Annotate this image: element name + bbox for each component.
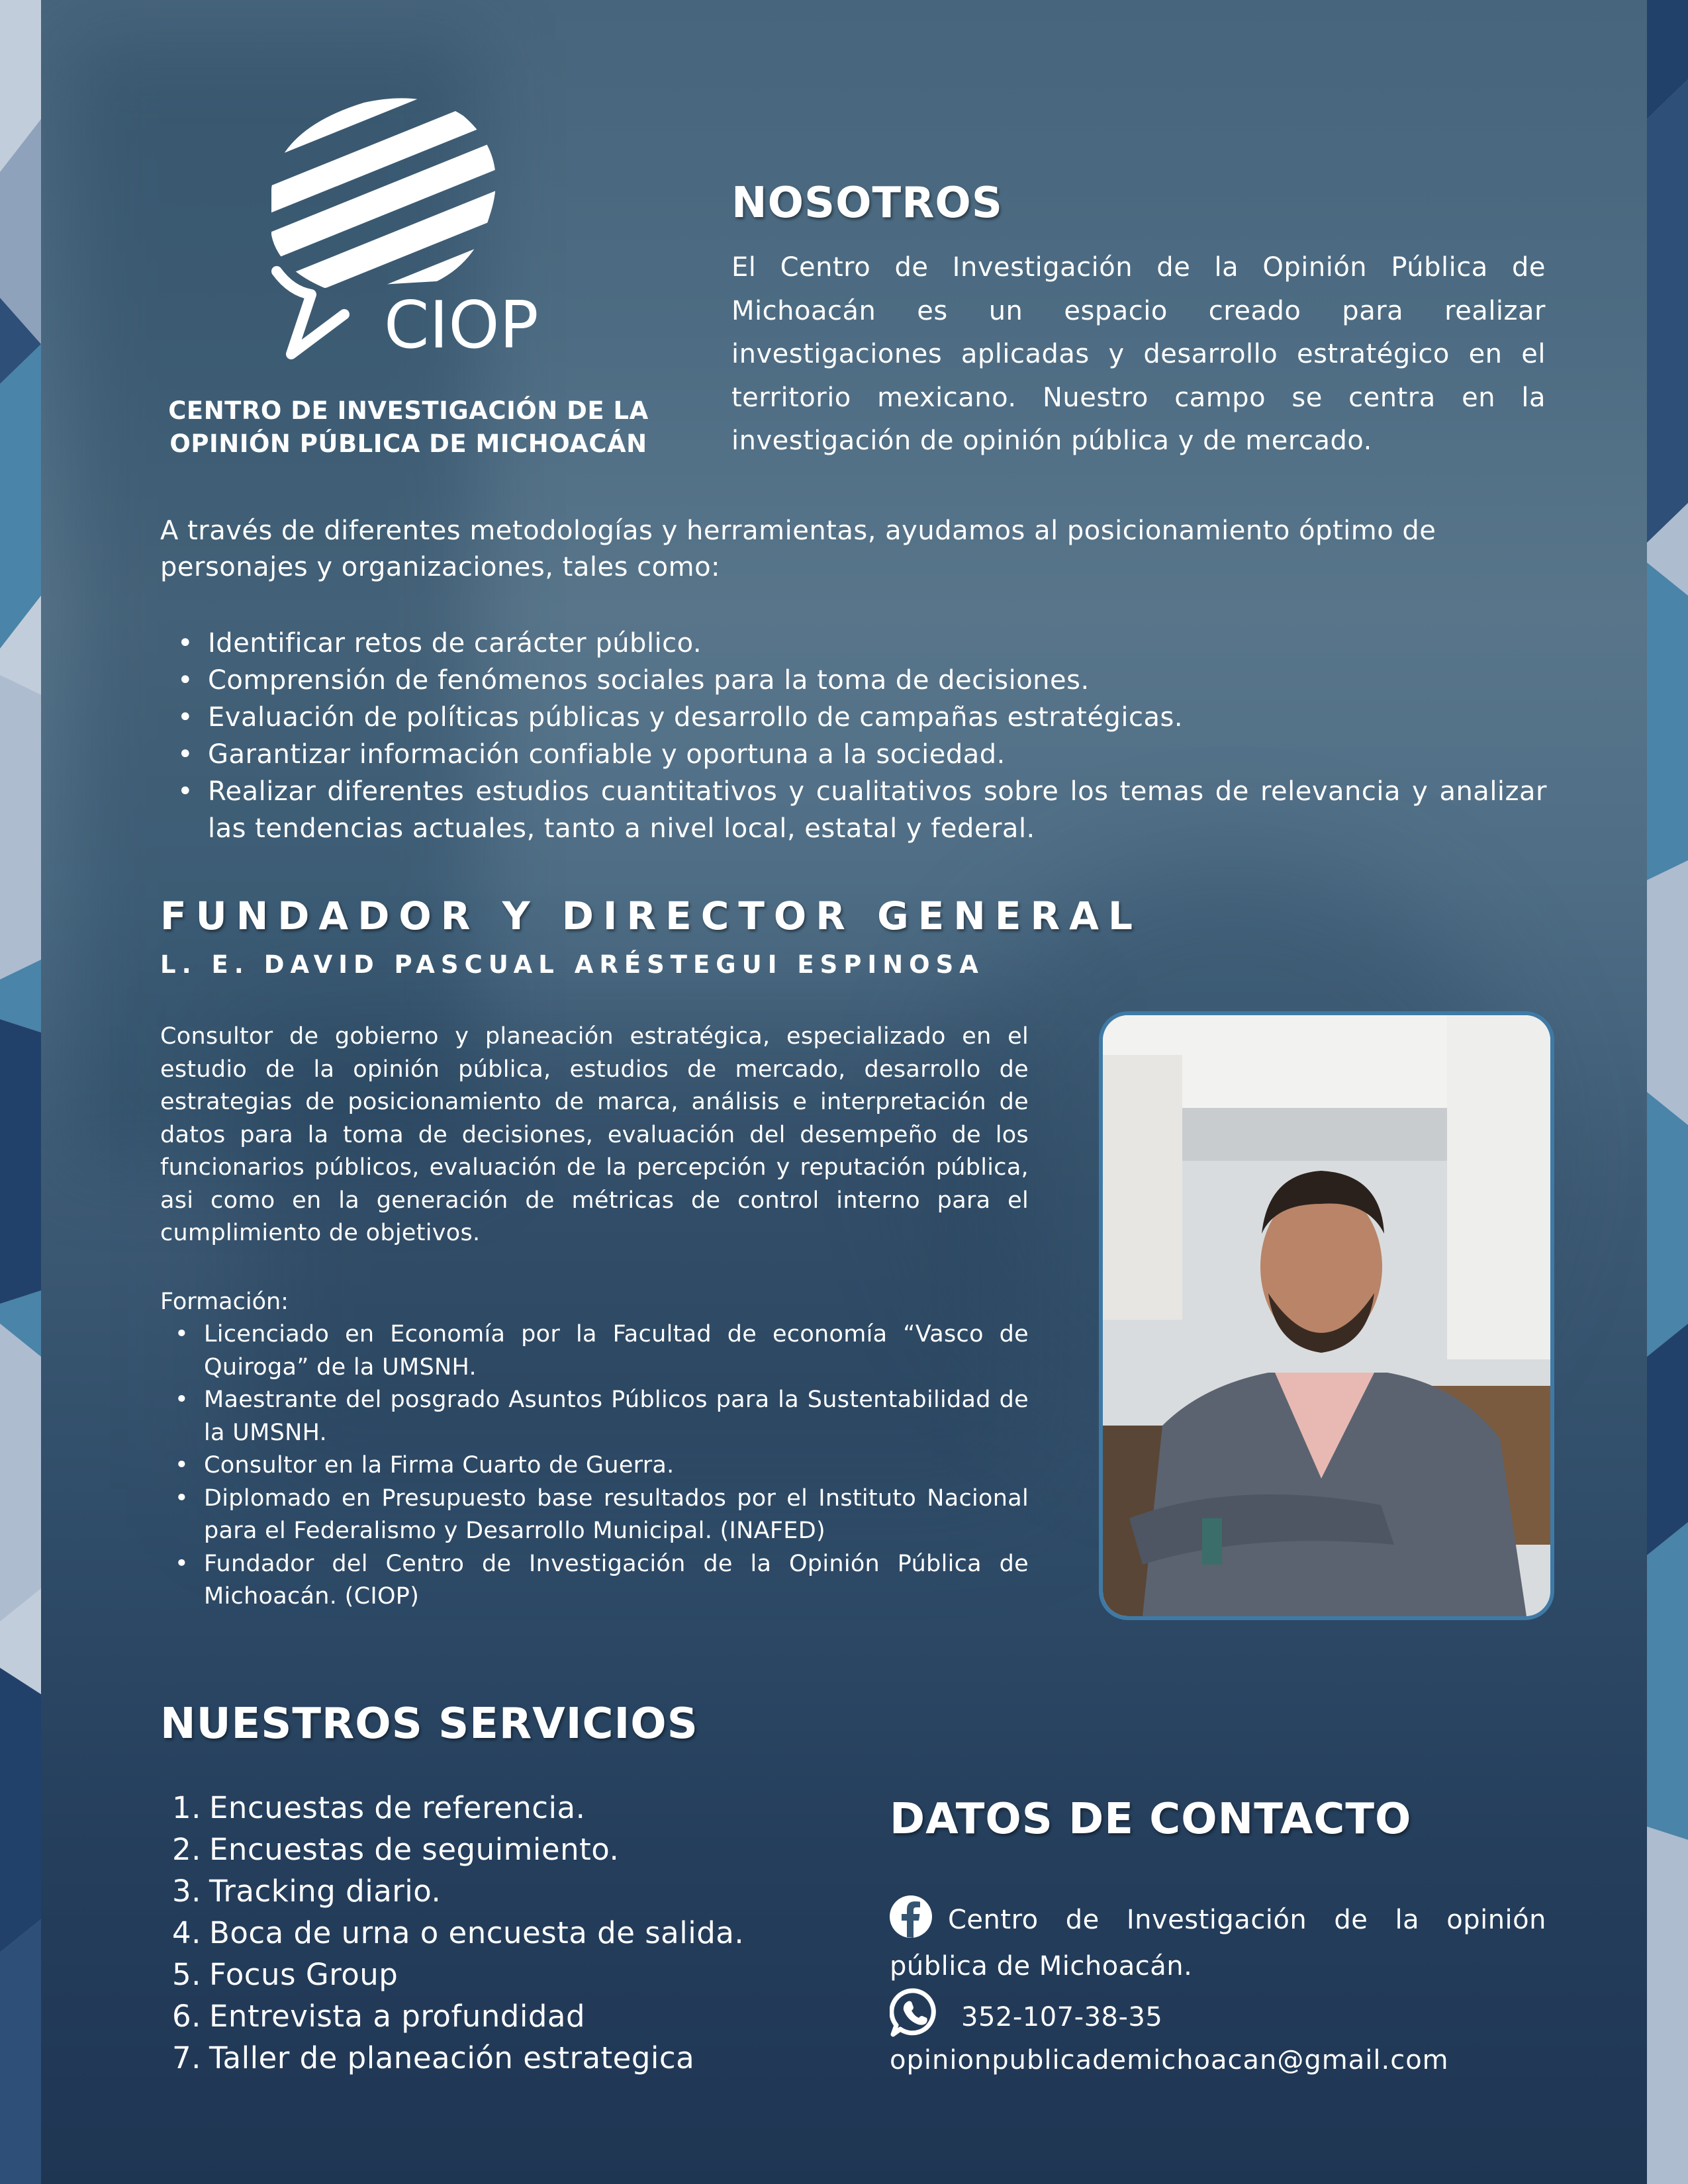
list-item: • Comprensión de fenómenos sociales para la toma de decisiones.	[160, 662, 1547, 699]
founder-portrait-image	[1103, 1015, 1550, 1616]
list-number: 3.	[172, 1874, 201, 1909]
organization-name-line: CENTRO DE INVESTIGACIÓN DE LA	[168, 396, 649, 425]
list-number: 4.	[172, 1915, 201, 1950]
svg-text:CIOP: CIOP	[384, 288, 539, 363]
service-label: Entrevista a profundidad	[209, 1999, 586, 2034]
service-label: Focus Group	[209, 1957, 399, 1992]
list-number: 6.	[172, 1999, 201, 2034]
founder-section-title: FUNDADOR Y DIRECTOR GENERAL	[160, 893, 1142, 938]
list-number: 7.	[172, 2040, 201, 2075]
list-item: • Maestrante del posgrado Asuntos Públicos para la Sustentabilidad de la UMSNH.	[160, 1384, 1029, 1449]
service-label: Encuestas de seguimiento.	[209, 1832, 620, 1867]
list-item	[160, 1912, 744, 1954]
facebook-icon	[890, 1895, 932, 1938]
formacion-label: Formación:	[160, 1289, 289, 1315]
service-label: Boca de urna o encuesta de salida.	[209, 1915, 745, 1950]
list-item: • Licenciado en Economía por la Facultad de economía “Vasco de Quiroga” de la UMSNH.	[160, 1318, 1029, 1384]
list-item	[160, 1787, 744, 1829]
service-label: Encuestas de referencia.	[209, 1790, 586, 1825]
contact-email[interactable]: opinionpublicademichoacan@gmail.com	[890, 2045, 1449, 2075]
services-title: NUESTROS SERVICIOS	[160, 1700, 698, 1749]
nosotros-title: NOSOTROS	[731, 179, 1003, 228]
whatsapp-icon	[890, 1987, 940, 2038]
list-item: • Realizar diferentes estudios cuantitativos y cualitativos sobre los temas de relevancia y analizar las tendencias actuales, tanto a nivel local, estatal y federal.	[160, 773, 1547, 847]
list-number: 1.	[172, 1790, 201, 1825]
founder-bio: Consultor de gobierno y planeación estratégica, especializado en el estudio de la opinión pública, estudios de mercado, desarrollo de estrategias de posicionamiento de marca, análisis e interpretación de datos para la toma de decisiones, evaluación del desempeño de los funcionarios públicos, evaluación de la percepción y reputación pública, asi como en la generación de métricas de control interno para el cumplimiento de objetivos.	[160, 1023, 1029, 1246]
founder-name: L. E. DAVID PASCUAL ARÉSTEGUI ESPINOSA	[160, 950, 984, 979]
contact-facebook[interactable]	[890, 1895, 1546, 1989]
list-item	[160, 2037, 744, 2079]
list-item: • Garantizar información confiable y oportuna a la sociedad.	[160, 736, 1547, 773]
intro-paragraph: A través de diferentes metodologías y herramientas, ayudamos al posicionamiento óptimo de personajes y organizaciones, tales como:	[160, 516, 1436, 582]
contact-title: DATOS DE CONTACTO	[890, 1795, 1412, 1844]
service-label: Tracking diario.	[209, 1874, 442, 1909]
organization-name-line: OPINIÓN PÚBLICA DE MICHOACÁN	[169, 430, 647, 458]
list-number: 5.	[172, 1957, 201, 1992]
contact-phone[interactable]	[890, 1987, 1162, 2040]
ciop-logo	[265, 89, 556, 367]
formacion-list	[160, 1318, 1029, 1614]
list-item	[160, 1829, 744, 1870]
list-number: 2.	[172, 1832, 201, 1867]
phone-number: 352-107-38-35	[961, 2002, 1163, 2032]
list-item: • Evaluación de políticas públicas y desarrollo de campañas estratégicas.	[160, 699, 1547, 736]
service-label: Taller de planeación estrategica	[209, 2040, 695, 2075]
list-item	[160, 1995, 744, 2037]
founder-photo	[1099, 1011, 1554, 1620]
list-item	[160, 1954, 744, 1995]
list-item: • Diplomado en Presupuesto base resultados por el Instituto Nacional para el Federalismo y Desarrollo Municipal. (INAFED)	[160, 1482, 1029, 1548]
facebook-page-name: Centro de Investigación de la opinión pública de Michoacán.	[890, 1905, 1546, 1981]
list-item: • Identificar retos de carácter público.	[160, 625, 1547, 662]
intro-bullet-list	[160, 625, 1547, 847]
list-item: • Consultor en la Firma Cuarto de Guerra.	[160, 1449, 1029, 1482]
organization-name	[147, 394, 670, 461]
list-item	[160, 1870, 744, 1912]
services-list	[160, 1787, 744, 2079]
nosotros-text: El Centro de Investigación de la Opinión Pública de Michoacán es un espacio creado para realizar investigaciones aplicadas y desarrollo estratégico en el territorio mexicano. Nuestro campo se centra en la investigación de opinión pública y de mercado.	[731, 252, 1546, 456]
list-item: • Fundador del Centro de Investigación de la Opinión Pública de Michoacán. (CIOP)	[160, 1548, 1029, 1614]
